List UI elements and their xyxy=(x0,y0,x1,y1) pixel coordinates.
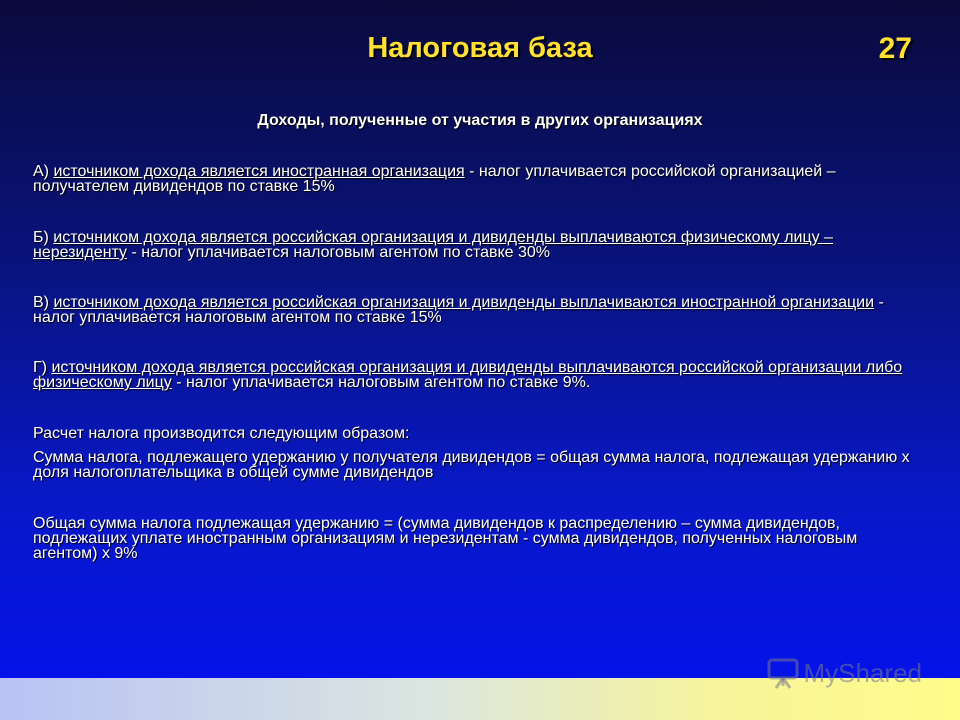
calc-formula-2: Общая сумма налога подлежащая удержанию = (сумма дивидендов к распределению – сумма дивидендов, подлежащих уплате иностранным организациям и нерезидентам - сумма дивидендов, полученных налоговым агентом) х 9% xyxy=(33,515,858,562)
calc-formula-1: Сумма налога, подлежащего удержанию у получателя дивидендов = общая сумма налога, подлежащая удержанию х доля налогоплательщика в общей сумме дивидендов xyxy=(33,449,910,481)
paragraph-v-prefix: В) xyxy=(33,294,54,311)
slide-title: Налоговая база xyxy=(367,32,593,64)
watermark xyxy=(766,656,923,690)
calc-intro: Расчет налога производится следующим образом: xyxy=(33,425,410,442)
paragraph-a-underlined: источником дохода является иностранная организация xyxy=(53,163,465,180)
paragraph-b-prefix: Б) xyxy=(33,229,54,246)
paragraph-a xyxy=(33,164,923,194)
paragraph-a-prefix: А) xyxy=(33,163,54,180)
paragraph-g-rest: - налог уплачивается налоговым агентом по ставке 9%. xyxy=(171,374,591,391)
slide-number: 27 xyxy=(878,32,912,65)
section-heading: Доходы, полученные от участия в других организациях xyxy=(257,112,703,129)
paragraph-b xyxy=(33,230,923,260)
paragraph-b-underlined: источником дохода является российская организация и дивиденды выплачиваются физическому лицу – нерезиденту xyxy=(33,229,833,261)
watermark-text: MyShared xyxy=(803,657,922,688)
paragraph-a-rest: - налог уплачивается российской организацией – получателем дивидендов по ставке 15% xyxy=(33,163,836,195)
paragraph-v-underlined: источником дохода является российская организация и дивиденды выплачиваются иностранной организации xyxy=(53,294,875,311)
paragraph-g-prefix: Г) xyxy=(33,359,52,376)
paragraph-g xyxy=(33,360,923,390)
presentation-icon xyxy=(766,656,800,690)
paragraph-v xyxy=(33,295,923,325)
paragraph-g-underlined: источником дохода является российская организация и дивиденды выплачиваются российской организации либо физическому лицу xyxy=(33,359,903,391)
paragraph-b-rest: - налог уплачивается налоговым агентом по ставке 30% xyxy=(127,244,551,261)
paragraph-v-rest: - налог уплачивается налоговым агентом по ставке 15% xyxy=(33,294,884,326)
